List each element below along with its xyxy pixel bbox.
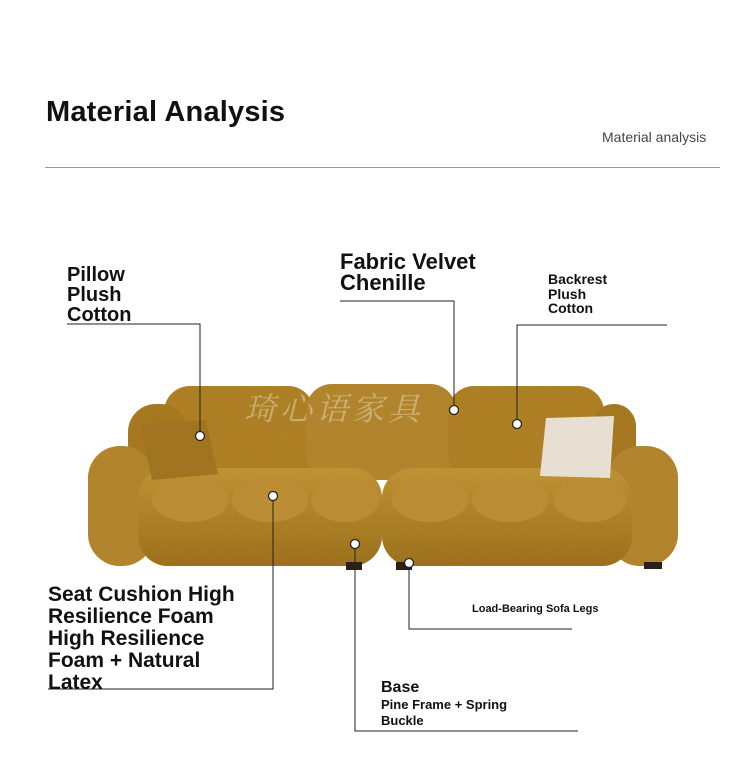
callout-pillow: Pillow Plush Cotton (67, 264, 132, 326)
callout-fabric: Fabric Velvet Chenille (340, 249, 476, 295)
callout-base-title: Base (381, 679, 420, 696)
callout-backrest: Backrest Plush Cotton (548, 271, 608, 316)
beige-pillow (540, 416, 614, 478)
callout-sofa-legs: Load-Bearing Sofa Legs (472, 603, 599, 615)
page-title: Material Analysis (46, 96, 286, 128)
page-subtitle: Material analysis (602, 129, 707, 145)
callout-seat-cushion: Seat Cushion High Resilience Foam High Resilience Foam + Natural Latex (48, 583, 235, 694)
callout-base-detail: Pine Frame + Spring Buckle (381, 697, 508, 728)
sofa-leg (346, 562, 362, 570)
sofa-leg (644, 562, 662, 569)
watermark: 琦心语家具 (244, 390, 425, 428)
